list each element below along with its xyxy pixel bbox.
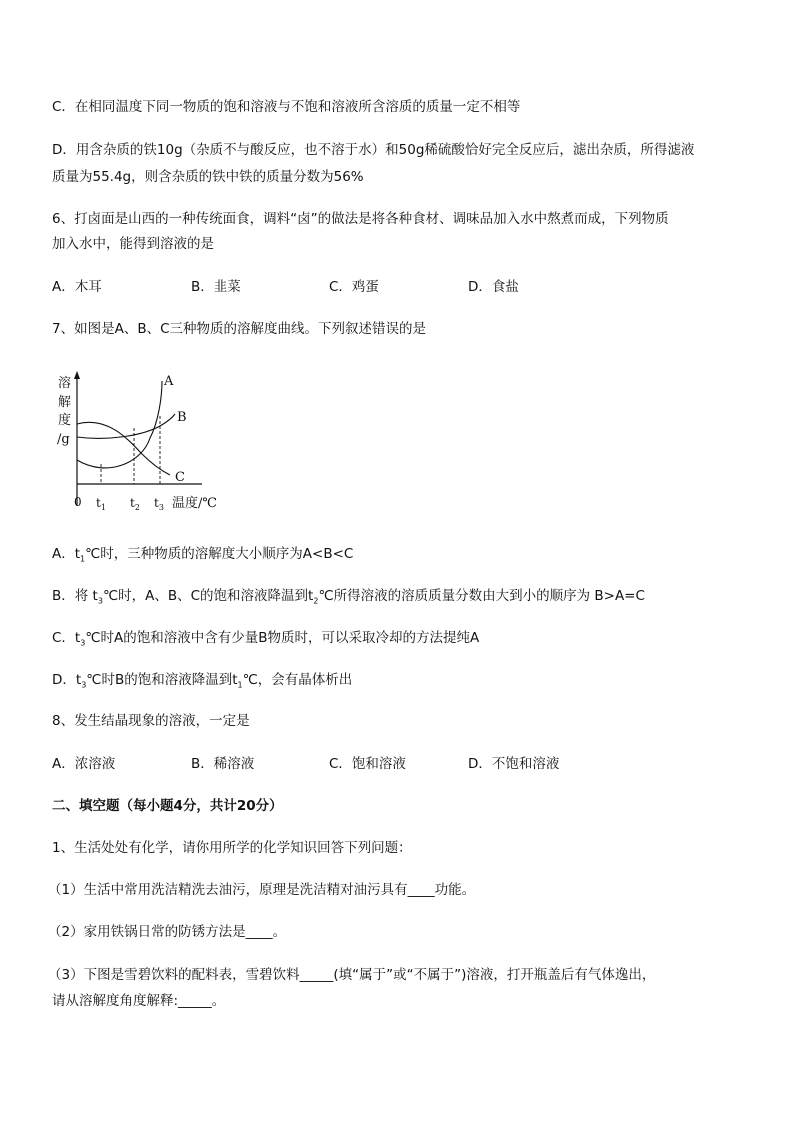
fill-question-1-part1: （1）生活中常用洗洁精洗去油污，原理是洗洁精对油污具有____功能。: [48, 882, 476, 898]
curve-a-label: A: [164, 374, 174, 389]
y-label-char-1: 溶: [58, 376, 72, 391]
question-8: 8、发生结晶现象的溶液，一定是: [52, 713, 250, 729]
q7-option-a: A．$t_1℃$时，三种物质的溶解度大小顺序为A<B<C: [52, 546, 354, 564]
x-axis-label: 温度/℃: [172, 496, 217, 511]
q8-option-d: D．不饱和溶液: [468, 756, 560, 772]
option-d-previous-line1: D．用含杂质的铁10g（杂质不与酸反应，也不溶于水）和50g稀硫酸恰好完全反应后，滤出杂质，所得滤液: [52, 142, 695, 158]
question-7: 7、如图是A、B、C三种物质的溶解度曲线。下列叙述错误的是: [52, 321, 427, 337]
option-d-previous-line2: 质量为55.4g，则含杂质的铁中铁的质量分数为56%: [52, 169, 364, 185]
curve-b-label: B: [177, 410, 187, 425]
q8-option-b: B．稀溶液: [191, 756, 255, 772]
question-6-line2: 加入水中，能得到溶液的是: [52, 236, 214, 252]
q6-option-a: A．木耳: [52, 279, 102, 295]
tick-t3: $t_3$: [154, 496, 164, 512]
q7-option-b: B．将 $t_3℃$时，A、B、C的饱和溶液降温到$t_2℃$所得溶液的溶质质量分数由大到小的顺序为 B>A=C: [52, 588, 645, 606]
origin-label: 0: [74, 495, 82, 509]
q8-option-c: C．饱和溶液: [329, 756, 406, 772]
question-6-line1: 6、打卤面是山西的一种传统面食，调料“卤”的做法是将各种食材、调味品加入水中熬煮而成，下列物质: [52, 211, 669, 227]
solubility-curve-diagram: [52, 368, 232, 518]
y-label-char-4: /g: [57, 432, 70, 447]
y-axis-arrow: [74, 371, 80, 379]
fill-question-1: 1、生活处处有化学，请你用所学的化学知识回答下列问题：: [52, 840, 412, 856]
fill-question-1-part2: （2）家用铁锅日常的防锈方法是____。: [48, 924, 287, 940]
y-label-char-3: 度: [58, 413, 72, 428]
curve-a: [77, 381, 162, 468]
q6-option-c: C．鸡蛋: [329, 279, 379, 295]
q7-option-d: D．$t_3℃$时B的饱和溶液降温到$t_1℃$，会有晶体析出: [52, 672, 353, 690]
tick-t1: $t_1$: [96, 496, 106, 512]
curve-c: [77, 422, 170, 475]
q6-option-b: B．韭菜: [191, 279, 241, 295]
tick-t2: $t_2$: [130, 496, 140, 512]
fill-question-1-part3-line1: （3）下图是雪碧饮料的配料表，雪碧饮料_____(填“属于”或“不属于”)溶液，打开瓶盖后有气体逸出，: [48, 967, 656, 983]
q8-option-a: A．浓溶液: [52, 756, 116, 772]
y-label-char-2: 解: [58, 395, 72, 410]
section-2-heading: 二、填空题（每小题4分，共计20分）: [52, 798, 283, 814]
curve-c-label: C: [175, 470, 185, 485]
q7-option-c: C．$t_3℃$时A的饱和溶液中含有少量B物质时，可以采取冷却的方法提纯A: [52, 630, 480, 648]
option-c-previous: C．在相同温度下同一物质的饱和溶液与不饱和溶液所含溶质的质量一定不相等: [52, 99, 521, 115]
fill-question-1-part3-line2: 请从溶解度角度解释:_____。: [52, 993, 226, 1009]
q6-option-d: D．食盐: [468, 279, 519, 295]
